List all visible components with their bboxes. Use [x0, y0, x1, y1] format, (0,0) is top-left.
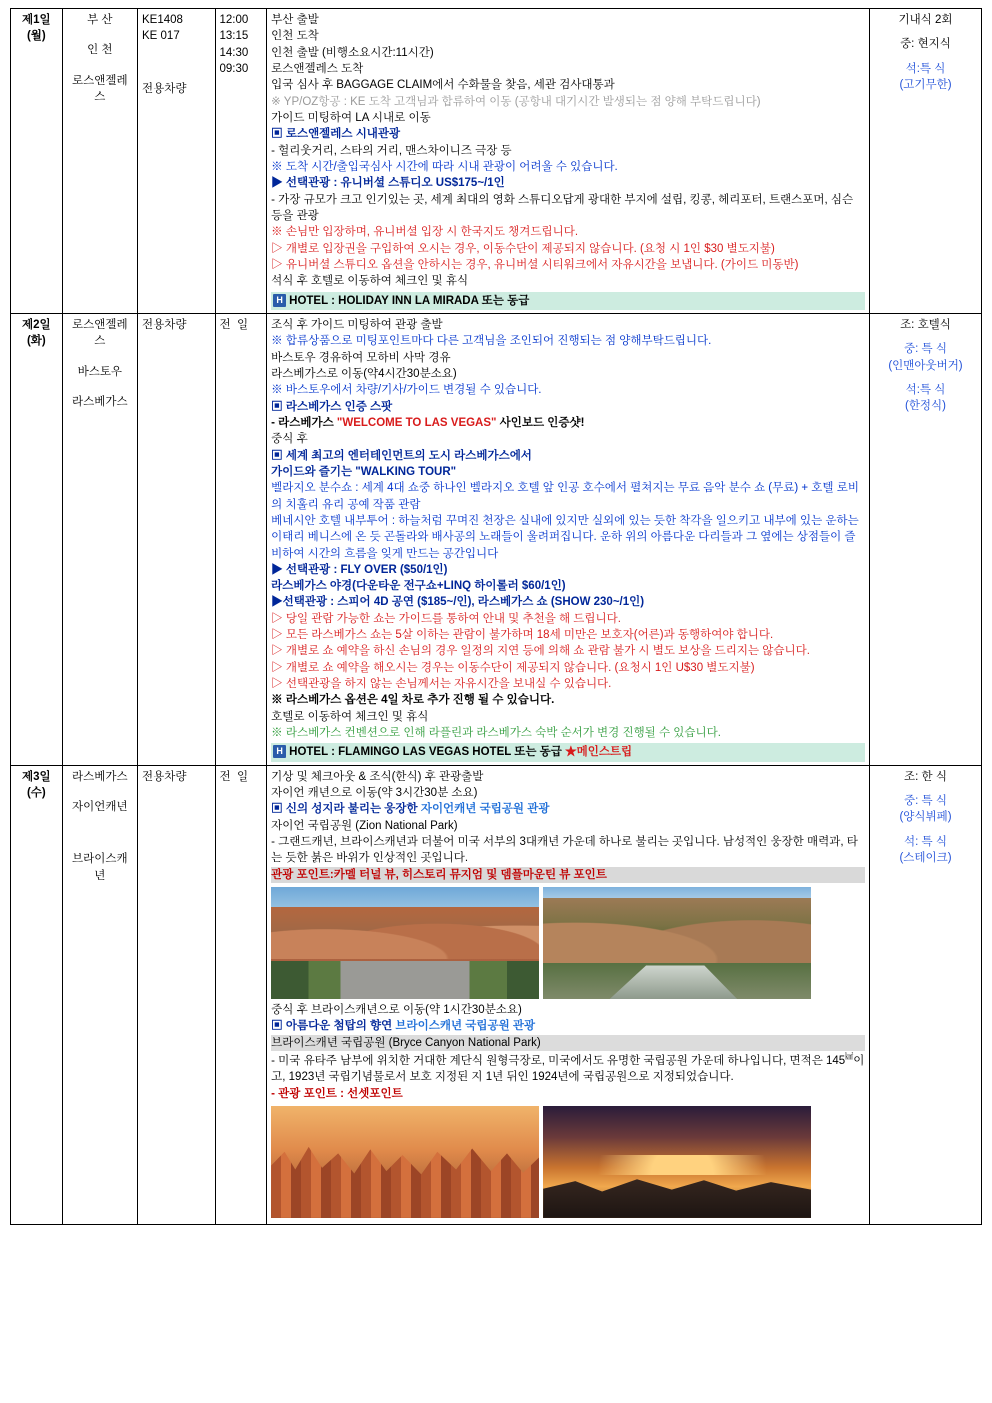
- flight-no: KE 017: [142, 30, 180, 43]
- schedule-note: ▷ 개별로 쇼 예약을 하신 손님의 경우 일정의 지연 등에 의해 쇼 관람 불가 시 별도 보상을 드리지는 않습니다.: [271, 645, 810, 658]
- table-row: [11, 9, 982, 314]
- city-cell: [62, 9, 137, 314]
- day-label: 제2일: [22, 318, 51, 331]
- meal-item: 중: 특 식: [904, 795, 947, 808]
- bryce-photo-strip: [271, 1106, 865, 1218]
- flight-cell: [138, 9, 216, 314]
- zion-canyon-river-photo: [543, 887, 811, 999]
- flight-cell: [138, 313, 216, 765]
- day-weekday: (화): [26, 335, 46, 348]
- meal-item: 중: 특 식: [904, 343, 947, 356]
- schedule-line: 부산 출발: [271, 14, 319, 26]
- meal-item: 조: 호텔식: [900, 318, 951, 331]
- transport-label: 전용차량: [142, 770, 187, 783]
- schedule-line: 기상 및 체크아웃 & 조식(한식) 후 관광출발: [271, 770, 484, 783]
- city-item: 바스토우: [77, 365, 123, 378]
- schedule-note: ▷ 개별로 입장권을 구입하여 오시는 경우, 이동수단이 제공되지 않습니다. (요청 시 1인 $30 별도지불): [271, 242, 775, 255]
- schedule-line: 입국 심사 후 BAGGAGE CLAIM에서 수화물을 찾음, 세관 검사대통과: [271, 79, 615, 92]
- schedule-line: 자이언 캐년으로 이동(약 3시간30분 소요): [271, 787, 478, 800]
- time-item: 09:30: [219, 62, 249, 75]
- flight-cell: [138, 765, 216, 1224]
- city-item: 라스베가스: [72, 770, 128, 783]
- schedule-line: 중식 후 브라이스캐년으로 이동(약 1시간30분소요): [271, 1004, 522, 1017]
- city-item: 로스앤젤레스: [72, 74, 128, 103]
- schedule-line: 호텔로 이동하여 체크인 및 휴식: [271, 710, 429, 723]
- schedule-note: ▷ 선택관광을 하지 않는 손님께서는 자유시간을 보내실 수 있습니다.: [271, 678, 612, 691]
- transport-label: 전용차량: [142, 82, 187, 95]
- meal-item: (한정식): [904, 400, 946, 413]
- schedule-line: 인천 출발 (비행소요시간:11시간): [271, 46, 434, 59]
- bryce-hoodoos-photo: [271, 1106, 539, 1218]
- schedule-line: 자이언 국립공원 (Zion National Park): [271, 819, 458, 832]
- city-item: 인 천: [87, 44, 113, 57]
- schedule-cell: [267, 9, 870, 314]
- schedule-line: - 가장 규모가 크고 인기있는 곳, 세계 최대의 영화 스튜디오답게 광대한 부지에 설립, 킹콩, 헤리포터, 트랜스포머, 심슨 등을 관광: [271, 193, 854, 222]
- hotel-row: [271, 743, 865, 761]
- time-item: 14:30: [219, 46, 249, 59]
- time-item: 12:00: [219, 14, 249, 26]
- schedule-heading: ▶ 선택관광 : FLY OVER ($50/1인): [271, 563, 448, 576]
- meal-item: (고기무한): [899, 78, 952, 91]
- meal-item: (양식뷔페): [899, 811, 952, 824]
- city-item: 브라이스캐년: [72, 853, 128, 882]
- itinerary-table: [10, 8, 982, 1225]
- flight-no: KE1408: [142, 14, 183, 26]
- schedule-line: 석식 후 호텔로 이동하여 체크인 및 휴식: [271, 275, 469, 288]
- bryce-points: - 관광 포인트 : 선셋포인트: [271, 1087, 403, 1100]
- schedule-cell: [267, 765, 870, 1224]
- schedule-note: ※ 합류상품으로 미팅포인트마다 다른 고객님을 조인되어 진행되는 점 양해부탁드립니다.: [271, 335, 712, 348]
- schedule-note: ※ 손님만 입장하며, 유니버셜 입장 시 한국지도 챙겨드립니다.: [271, 226, 579, 239]
- zion-photo-strip: [271, 887, 865, 999]
- day-cell: [11, 313, 63, 765]
- schedule-cell: [267, 313, 870, 765]
- schedule-note: ※ 라스베가스 옵션은 4일 차로 추가 진행 될 수 있습니다.: [271, 694, 555, 707]
- meal-item: 석:특 식: [905, 383, 946, 396]
- table-row: [11, 313, 982, 765]
- schedule-note: ▷ 모든 라스베가스 쇼는 5살 이하는 관람이 불가하며 18세 미만은 보호자(어른)과 동행하여야 합니다.: [271, 629, 774, 642]
- schedule-note: ※ YP/OZ항공 : KE 도착 고객님과 합류하여 이동 (공항내 대기시간 발생되는 점 양해 부탁드립니다): [271, 95, 761, 108]
- schedule-heading: ▶ 선택관광 : 유니버셜 스튜디오 US$175~/1인: [271, 177, 505, 190]
- city-item: 라스베가스: [72, 395, 128, 408]
- time-cell: [215, 765, 267, 1224]
- schedule-line: 바스토우 경유하여 모하비 사막 경유: [271, 351, 451, 364]
- schedule-heading: 라스베가스 야경(다운타운 전구쇼+LINQ 하이롤러 $60/1인): [271, 580, 566, 593]
- day-cell: [11, 765, 63, 1224]
- city-item: 부 산: [87, 14, 113, 26]
- time-item: 전 일: [219, 770, 249, 783]
- transport-label: 전용차량: [142, 318, 187, 331]
- time-cell: [215, 9, 267, 314]
- schedule-line: [271, 415, 865, 431]
- schedule-detail: 벨라지오 분수쇼 : 세계 4대 쇼중 하나인 벨라지오 호텔 앞 인공 호수에서 펼쳐지는 무료 음악 분수 쇼 (무료) + 호텔 로비의 치훌리 유리 공예 작품 관람: [271, 482, 859, 511]
- schedule-heading: ▣ 로스앤젤레스 시내관광: [271, 128, 401, 141]
- city-cell: [62, 313, 137, 765]
- schedule-heading: 가이드와 즐기는 "WALKING TOUR": [271, 465, 457, 478]
- meal-cell: [869, 765, 981, 1224]
- meal-item: 조: 한 식: [904, 770, 947, 783]
- schedule-line: 가이드 미팅하여 LA 시내로 이동: [271, 111, 431, 124]
- schedule-line: - 헐리웃거리, 스타의 거리, 맨스차이니즈 극장 등: [271, 144, 512, 157]
- day-weekday: (월): [26, 30, 46, 43]
- zion-points: 관광 포인트:카멜 터널 뷰, 히스토리 뮤지엄 및 뎀플마운틴 뷰 포인트: [271, 867, 865, 883]
- meal-item: 중: 현지식: [900, 38, 951, 51]
- meal-item: (인맨아웃버거): [888, 359, 963, 372]
- hotel-name: HOTEL : FLAMINGO LAS VEGAS HOTEL 또는 동급: [289, 746, 562, 759]
- city-cell: [62, 765, 137, 1224]
- schedule-note: ※ 라스베가스 컨벤션으로 인해 라플린과 라스베가스 숙박 순서가 변경 진행될 수 있습니다.: [271, 727, 721, 740]
- time-item: 전 일: [219, 318, 249, 331]
- hotel-icon: H: [273, 745, 286, 758]
- schedule-note: ※ 바스토우에서 차량/기사/가이드 변경될 수 있습니다.: [271, 384, 542, 397]
- zion-heading: ▣ 신의 성지라 불리는 웅장한 자이언캐년 국립공원 관광: [271, 803, 550, 816]
- schedule-heading: [271, 801, 865, 817]
- meal-item: 기내식 2회: [898, 14, 953, 26]
- schedule-heading: ▶선택관광 : 스피어 4D 공연 ($185~/인), 라스베가스 쇼 (SHOW 230~/1인): [271, 596, 645, 609]
- schedule-line: 로스앤젤레스 도착: [271, 62, 364, 75]
- hotel-name: HOTEL : HOLIDAY INN LA MIRADA 또는 동급: [289, 294, 530, 307]
- schedule-line: 인천 도착: [271, 30, 319, 43]
- schedule-heading: [271, 1018, 865, 1034]
- schedule-heading: ▣ 라스베가스 인증 스팟: [271, 400, 393, 413]
- schedule-line: - 미국 유타주 남부에 위치한 거대한 계단식 원형극장로, 미국에서도 유명한 국립공원 가운데 하나입니다, 면적은 145㎢이고, 1923년 국립기념물로서 보호 지정된 지 1년 뒤인 1924년에 국립공원으로 지정되었습니다.: [271, 1052, 865, 1084]
- time-cell: [215, 313, 267, 765]
- hotel-row: [271, 292, 865, 310]
- day-weekday: (수): [26, 787, 46, 800]
- schedule-note: ▷ 유니버셜 스튜디오 옵션을 안하시는 경우, 유니버셜 시티워크에서 자유시간을 보냅니다. (가이드 미동반): [271, 258, 799, 271]
- time-item: 13:15: [219, 30, 249, 43]
- schedule-line: 중식 후: [271, 433, 308, 446]
- meal-cell: [869, 313, 981, 765]
- schedule-detail: 베네시안 호텔 내부투어 : 하늘처럼 꾸며진 천장은 실내에 있지만 실외에 있는 듯한 착각을 일으키고 내부에 있는 운하는 이태리 베니스에 온 듯 곤돌라와 배사공의 노래들이 울려퍼집니다. 운하 위의 아름다운 다리들과 그 옆에는 상점들이 즐비하여 시간의 흐름을 잊게 만드는 공간입니다: [271, 514, 859, 560]
- schedule-note: ▷ 당일 관람 가능한 쇼는 가이드를 통하여 안내 및 추천을 해 드립니다.: [271, 612, 621, 625]
- schedule-note: ▷ 개별로 쇼 예약을 해오시는 경우는 이동수단이 제공되지 않습니다. (요청시 1인 U$30 별도지불): [271, 661, 755, 674]
- zion-canyon-road-photo: [271, 887, 539, 999]
- meal-item: 석:특 식: [905, 62, 946, 75]
- schedule-line: 조식 후 가이드 미팅하여 관광 출발: [271, 318, 443, 331]
- city-item: 로스앤젤레스: [72, 318, 128, 348]
- hotel-badge: ★메인스트립: [565, 746, 633, 759]
- meal-cell: [869, 9, 981, 314]
- schedule-line: - 그랜드캐년, 브라이스캐년과 더불어 미국 서부의 3대캐년 가운데 하나로 불리는 곳입니다. 남성적인 웅장한 매력과, 타는 듯한 붉은 바위가 인상적인 곳입니다.: [271, 836, 858, 865]
- meal-item: 석: 특 식: [904, 835, 947, 848]
- bryce-sunset-photo: [543, 1106, 811, 1218]
- city-item: 자이언캐년: [72, 801, 128, 814]
- hotel-icon: H: [273, 294, 286, 307]
- day-label: 제1일: [22, 14, 51, 26]
- meal-item: (스테이크): [899, 852, 952, 865]
- bryce-subtitle: 브라이스캐년 국립공원 (Bryce Canyon National Park): [271, 1035, 865, 1051]
- day-label: 제3일: [22, 770, 51, 783]
- table-row: [11, 765, 982, 1224]
- welcome-sign-line: - 라스베가스 "WELCOME TO LAS VEGAS" 사인보드 인증샷!: [271, 416, 585, 429]
- day-cell: [11, 9, 63, 314]
- schedule-line: 라스베가스로 이동(약4시간30분소요): [271, 367, 457, 380]
- schedule-note: ※ 도착 시간/출입국심사 시간에 따라 시내 관광이 어려울 수 있습니다.: [271, 160, 618, 173]
- bryce-heading: ▣ 아름다운 첨탑의 향연 브라이스캐년 국립공원 관광: [271, 1020, 536, 1033]
- schedule-heading: ▣ 세계 최고의 엔터테인먼트의 도시 라스베가스에서: [271, 449, 532, 462]
